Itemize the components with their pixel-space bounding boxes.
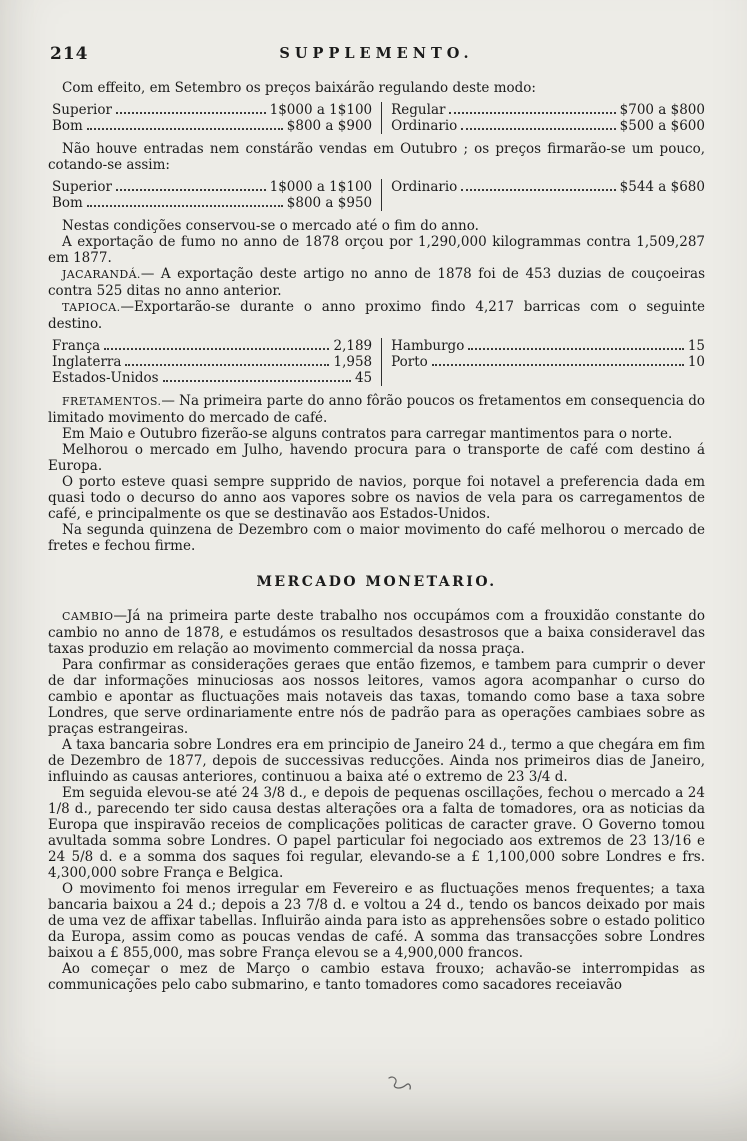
row-label: Bom — [52, 118, 83, 134]
cambio-paragraph-3: A taxa bancaria sobre Londres era em principio de Janeiro 24 d., termo a que chegára em fim de Dezembro de 1877, depois de successivas reducções. Ainda nos primeiros dias de Janeiro, influindo as causas anteriores, continuou a baixa até o extremo de 23 3/4 d. — [48, 737, 705, 785]
row-value: 1,958 — [333, 354, 373, 370]
row-value: 45 — [354, 370, 373, 386]
dot-leader — [432, 364, 684, 366]
fretamentos-paragraph-5: Na segunda quinzena de Dezembro com o maior movimento do café melhorou o mercado de fretes e fechou firme. — [48, 522, 705, 554]
table-row — [391, 179, 705, 195]
tapioca-destination-table — [52, 338, 705, 386]
fretamentos-text-1: — Na primeira parte do anno fôrão poucos os fretamentos em consequencia do limitado movimento do mercado de café. — [48, 393, 705, 426]
page-header-row — [48, 46, 705, 68]
september-price-table — [52, 102, 705, 134]
october-paragraph: Não houve entradas nem constárão vendas em Outubro ; os preços firmarão-se um pouco, cotando-se assim: — [48, 141, 705, 173]
fumo-export-paragraph: A exportação de fumo no anno de 1878 orçou por 1,290,000 kilogrammas contra 1,509,287 em 1877. — [48, 234, 705, 266]
dot-leader — [163, 380, 351, 382]
price-table-2-left-column — [52, 179, 381, 211]
dot-leader — [116, 189, 266, 191]
row-value: 15 — [687, 338, 705, 354]
row-label: Superior — [52, 102, 112, 118]
table-row — [391, 102, 705, 118]
table-row — [52, 118, 372, 134]
jacaranda-text: — A exportação deste artigo no anno de 1878 foi de 453 duzias de couçoeiras contra 525 ditas no anno anterior. — [48, 266, 705, 299]
dot-leader — [116, 112, 266, 114]
dot-leader — [125, 364, 329, 366]
row-value: $800 a $900 — [286, 118, 373, 134]
page-number: 214 — [50, 44, 89, 64]
cambio-paragraph-4: Em seguida elevou-se até 24 3/8 d., e depois de pequenas oscillações, fechou o mercado a 24 1/8 d., parecendo ter sido causa destas alterações ora a falta de tomadores, ora as noticias da Europa que inspiravão receios de complicações politicas de caracter grave. O Governo tomou avultada somma sobre Londres. O papel particular foi negociado aos extremos de 23 13/16 e 24 5/8 d. e a somma dos saques foi regular, elevando-se a £ 1,100,000 sobre Londres e frs. 4,300,000 sobre França e Belgica. — [48, 785, 705, 881]
jacaranda-paragraph — [48, 266, 705, 299]
mercado-monetario-heading: MERCADO MONETARIO. — [256, 574, 497, 590]
cambio-paragraph-1 — [48, 608, 705, 657]
dot-leader — [449, 112, 615, 114]
dot-leader — [468, 348, 683, 350]
tapioca-paragraph — [48, 299, 705, 332]
dot-leader — [104, 348, 329, 350]
cambio-paragraph-5: O movimento foi menos irregular em Fevereiro e as fluctuações menos frequentes; a taxa bancaria baixou a 24 d.; depois a 23 7/8 d. e voltou a 24 d., tendo os bancos deixado por mais de uma vez de affixar tabellas. Influirão ainda para isto as apprehensões sobre o estado politico da Europa, assim como as poucas vendas de café. A somma das transacções sobre Londres baixou a £ 855,000, mas sobre França elevou se a 4,900,000 francos. — [48, 881, 705, 961]
row-value: $500 a $600 — [619, 118, 705, 134]
handwritten-ink-mark — [386, 1074, 414, 1092]
price-table-1-right-column — [381, 102, 705, 134]
row-label: Porto — [391, 354, 428, 370]
september-intro-paragraph: Com effeito, em Setembro os preços baixárão regulando deste modo: — [62, 80, 536, 96]
row-value: 10 — [687, 354, 705, 370]
table-row — [52, 354, 372, 370]
price-table-2-right-column — [381, 179, 705, 211]
market-condition-paragraph: Nestas condições conservou-se o mercado até o fim do anno. — [62, 218, 479, 234]
fretamentos-paragraph-4: O porto esteve quasi sempre supprido de navios, porque foi notavel a preferencia dada em quasi todo o decurso do anno aos vapores sobre os navios de vela para os carregamentos de café, e principalmente os que se destinavão aos Estados-Unidos. — [48, 474, 705, 522]
jacaranda-term: JACARANDÁ. — [62, 268, 141, 281]
table-row — [391, 118, 705, 134]
tapioca-table-left-column — [52, 338, 381, 386]
cambio-paragraph-2: Para confirmar as considerações geraes que então fizemos, e tambem para cumprir o dever de dar informações minuciosas aos nossos leitores, vamos agora acompanhar o curso do cambio e apontar as fluctuações mais notaveis das taxas, tomando como base a taxa sobre Londres, que serve ordinariamente entre nós de padrão para as operações cambiaes sobre as praças estrangeiras. — [48, 657, 705, 737]
row-value: $800 a $950 — [286, 195, 373, 211]
row-label: Regular — [391, 102, 446, 118]
table-row — [52, 338, 372, 354]
dot-leader — [87, 128, 283, 130]
fretamentos-paragraph-1 — [48, 393, 705, 426]
tapioca-term: TAPIOCA. — [62, 301, 121, 314]
cambio-paragraph-6: Ao começar o mez de Março o cambio estava frouxo; achavão-se interrompidas as communicações pelo cabo submarino, e tanto tomadores como sacadores receiavão — [48, 961, 705, 993]
fretamentos-term: FRETAMENTOS. — [62, 395, 162, 408]
tapioca-table-right-column — [381, 338, 705, 386]
fretamentos-paragraph-2: Em Maio e Outubro fizerão-se alguns contratos para carregar mantimentos para o norte. — [62, 426, 673, 442]
row-value: 2,189 — [333, 338, 373, 354]
row-label: Inglaterra — [52, 354, 122, 370]
row-label: Estados-Unidos — [52, 370, 159, 386]
row-label: Bom — [52, 195, 83, 211]
cambio-text-1: —Já na primeira parte deste trabalho nos occupámos com a frouxidão constante do cambio no anno de 1878, e estudámos os resultados desastrosos que a baixa consideravel das taxas produzio em relação ao movimento commercial da nossa praça. — [48, 608, 705, 657]
row-value: $544 a $680 — [619, 179, 705, 195]
row-label: França — [52, 338, 101, 354]
page-title: SUPPLEMENTO. — [279, 45, 474, 62]
row-value: 1$000 a 1$100 — [269, 102, 373, 118]
dot-leader — [87, 205, 283, 207]
cambio-term: CAMBIO — [62, 610, 114, 623]
row-value: $700 a $800 — [619, 102, 705, 118]
table-row — [391, 338, 705, 354]
dot-leader — [461, 128, 615, 130]
october-price-table — [52, 179, 705, 211]
table-row — [52, 370, 372, 386]
row-label: Superior — [52, 179, 112, 195]
price-table-1-left-column — [52, 102, 381, 134]
tapioca-text: —Exportarão-se durante o anno proximo findo 4,217 barricas com o seguinte destino. — [48, 299, 705, 332]
table-row — [52, 195, 372, 211]
row-label: Ordinario — [391, 118, 458, 134]
row-label: Ordinario — [391, 179, 458, 195]
row-value: 1$000 a 1$100 — [269, 179, 373, 195]
table-row — [391, 354, 705, 370]
table-row — [52, 179, 372, 195]
dot-leader — [461, 189, 615, 191]
row-label: Hamburgo — [391, 338, 465, 354]
table-row — [52, 102, 372, 118]
fretamentos-paragraph-3: Melhorou o mercado em Julho, havendo procura para o transporte de café com destino á Europa. — [48, 442, 705, 474]
